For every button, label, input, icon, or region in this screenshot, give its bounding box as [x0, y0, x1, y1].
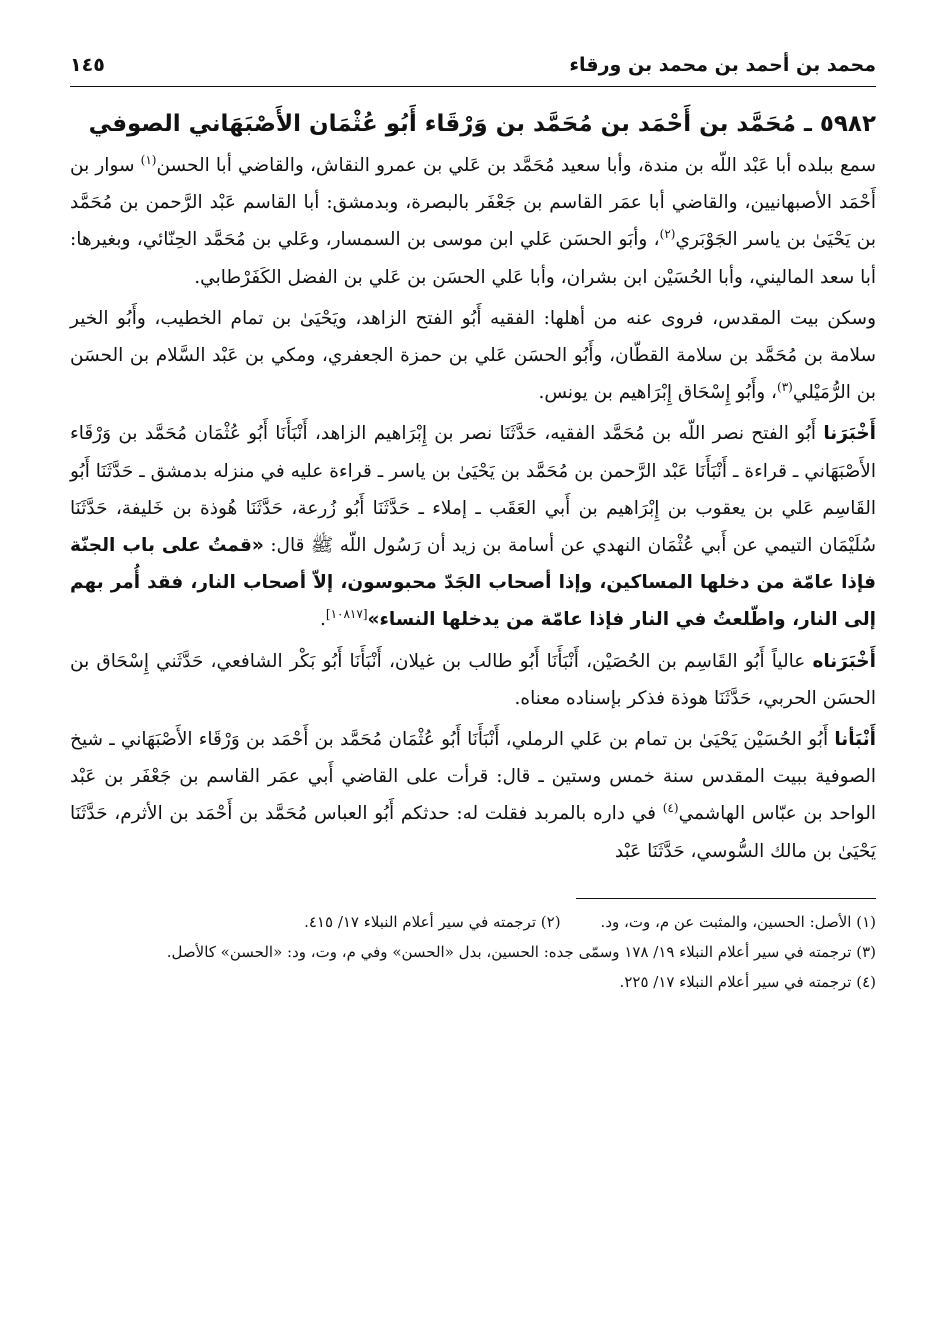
paragraph-1-text-c: ، وأبَو الحسَن عَلي ابن موسى بن السمسار، وعَلي بن مُحَمَّد الحِنّائي، وبغيرها: أبا سعد الماليني، وأبا الحُسَيْن ابن بشران، وأبا عَلي الحسَن بن عَلي بن الفضل الكَفَرْطابي.	[70, 229, 876, 288]
paragraph-3-lead: أَخْبَرَنا	[823, 423, 876, 445]
paragraph-5-text-a: أَبُو الحُسَيْن يَحْيَىٰ بن تمام بن عَلي الرملي، أَنْبَأَنَا أَبُو عُثْمَان مُحَمَّد بن أَحْمَد بن وَرْقَاء الأَصْبَهَاني ـ شيخ الصوفية ببيت المقدس سنة خمس وستين ـ قال: قرأت على القاضي أَبي عمَر القاسم بن جَعْفَر بن عَبْد الواحد بن عبّاس الهاشمي	[70, 729, 876, 825]
footnote-ref-4: (٤)	[662, 801, 679, 816]
paragraph-5-text-b: في داره بالمربد فقلت له: حدثكم أَبُو العباس مُحَمَّد بن أَحْمَد بن الأثرم، حَدَّثَنَا يَحْيَىٰ بن مالك السُّوسي، حَدَّثَنَا عَبْد	[70, 803, 876, 862]
page-number: ١٤٥	[70, 54, 105, 76]
paragraph-3	[70, 415, 876, 638]
running-title: محمد بن أحمد بن محمد بن ورقاء	[569, 54, 876, 76]
paragraph-2	[70, 300, 876, 412]
entry-title: ٥٩٨٢ ـ مُحَمَّد بن أَحْمَد بن مُحَمَّد بن وَرْقَاء أَبُو عُثْمَان الأَصْبَهَاني الصوفي	[88, 111, 876, 137]
paragraph-3-end: .	[320, 609, 326, 631]
paragraph-2-text-b: ، وأَبُو إِسْحَاق إِبْرَاهيم بن يونس.	[538, 382, 778, 404]
footnotes-row-1	[70, 909, 876, 936]
paragraph-1-text-a: سمع ببلده أبا عَبْد اللّه بن مندة، وأبا سعيد مُحَمَّد بن عَلي بن عمرو النقاش، والقاضي أبا الحسن	[156, 155, 876, 176]
footnote-4: (٤) ترجمته في سير أعلام النبلاء ١٧/ ٢٢٥.	[619, 972, 876, 991]
paragraph-4-lead: أَخْبَرَناه	[812, 650, 876, 672]
document-page	[70, 40, 876, 999]
header-divider	[70, 86, 876, 87]
footnote-ref-3: (٣)	[777, 380, 793, 395]
footnote-ref-2: (٢)	[659, 227, 676, 242]
hadith-text: «قمتُ على باب الجنّة فإذا عامّة من دخلها المساكين، وإذا أصحاب الجَدّ محبوسون، إلاّ أصحاب النار، فقد أُمر بهم إلى النار، واطّلعتُ في النار فإذا عامّة من يدخلها النساء»	[70, 535, 876, 631]
footnote-3: (٣) ترجمته في سير أعلام النبلاء ١٩/ ١٧٨ وسمّى جده: الحسين، بدل «الحسن» وفي م، وت، ود: «الحسن» كالأصل.	[166, 942, 876, 961]
paragraph-5	[70, 721, 876, 870]
paragraph-3-text: أَبُو الفتح نصر اللّه بن مُحَمَّد الفقيه، حَدَّثَنَا نصر بن إِبْرَاهيم الزاهد، أَنْبَأَنَا أَبُو عُثْمَان مُحَمَّد بن وَرْقَاء الأَصْبَهَاني ـ قراءة ـ أَنْبَأَنَا عَبْد الرَّحمن بن مُحَمَّد بن يَحْيَىٰ بن ياسر ـ قراءة عليه في منزله بدمشق ـ حَدَّثَنَا أَبُو القَاسِم عَلي بن يعقوب بن إِبْرَاهيم بن أَبي العَقَب ـ إملاء ـ حَدَّثَنَا أَبُو زُرعة، حَدَّثَنَا هُوذة بن خَليفة، حَدَّثَنَا سُلَيْمَان التيمي عن أَبي عُثْمَان النهدي عن أسامة بن زيد أن رَسُول اللّه ﷺ قال:	[70, 423, 877, 557]
paragraph-4	[70, 643, 876, 717]
paragraph-1	[70, 147, 876, 296]
paragraph-4-text: عالياً أَبُو القَاسِم بن الحُصَيْن، أَنْبَأَنَا أَبُو طالب بن غيلان، أَنْبَأَنَا أَبُو بَكْر الشافعي، حَدَّثَني إِسْحَاق بن الحسَن الحربي، حَدَّثَنَا هوذة فذكر بإسناده معناه.	[70, 650, 876, 709]
footnote-2: (٢) ترجمته في سير أعلام النبلاء ١٧/ ٤١٥.	[304, 912, 561, 931]
footnotes-divider	[576, 898, 876, 899]
paragraph-1-text-b: سوار بن أَحْمَد الأصبهانيين، والقاضي أبا عمَر القاسم بن جَعْفَر بالبصرة، وبدمشق: أبا القاسم عَبْد الرَّحمن بن مُحَمَّد بن يَحْيَىٰ بن ياسر الجَوْبَري	[70, 155, 877, 251]
footnote-ref-1: (١)	[140, 152, 157, 167]
paragraph-5-lead: أَنْبَأنا	[834, 729, 876, 751]
footnote-1: (١) الأصل: الحسين، والمثبت عن م، وت، ود.	[600, 912, 876, 931]
paragraph-2-text-a: وسكن بيت المقدس، فروى عنه من أهلها: الفقيه أَبُو الفتح الزاهد، ويَحْيَىٰ بن تمام الخطيب، وأَبُو الخير سلامة بن مُحَمَّد بن سلامة القطّان، وأَبُو الحسَن عَلي بن حمزة الجعفري، ومكي بن عَبْد السَّلام بن الحسَن بن الرُّمَيْلي	[70, 307, 876, 404]
page-header	[70, 40, 876, 86]
hadith-number: [١٠٨١٧]	[325, 607, 368, 622]
